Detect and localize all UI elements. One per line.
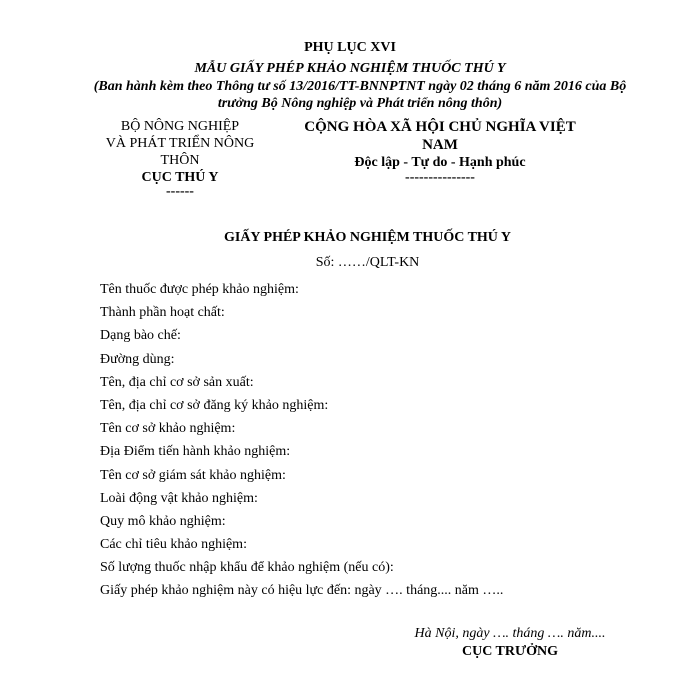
ministry-block — [80, 118, 280, 198]
issued-note — [80, 78, 640, 112]
document-number: Số: ……/QLT-KN — [315, 255, 420, 270]
form-field-trial-scale: Quy mô khảo nghiệm: — [100, 513, 226, 529]
form-fields — [100, 278, 620, 603]
ministry-separator: ------ — [166, 184, 194, 199]
appendix-title: PHỤ LỤC XVI — [304, 40, 396, 55]
form-field-active-ingredients: Thành phần hoạt chất: — [100, 305, 225, 321]
form-field-dosage-form: Dạng bào chế: — [100, 328, 181, 344]
republic-block — [300, 118, 580, 184]
form-field-trial-location: Địa Điểm tiến hành khảo nghiệm: — [100, 444, 291, 460]
republic-separator: --------------- — [405, 170, 475, 185]
signature-block — [360, 625, 660, 661]
department-name: CỤC THÚ Y — [141, 170, 219, 185]
form-field-supervisor: Tên cơ sở giám sát khảo nghiệm: — [100, 467, 286, 483]
form-field-animal-species: Loài động vật khảo nghiệm: — [100, 490, 258, 506]
document-title: GIẤY PHÉP KHẢO NGHIỆM THUỐC THÚ Y — [223, 230, 512, 245]
form-field-validity: Giấy phép khảo nghiệm này có hiệu lực đến: ngày …. tháng.... năm ….. — [100, 583, 504, 599]
state-name: CỘNG HÒA XÃ HỘI CHỦ NGHĨA VIỆT NAM — [304, 119, 576, 153]
form-field-manufacturer: Tên, địa chỉ cơ sở sản xuất: — [100, 374, 254, 390]
ministry-name-line: BỘ NÔNG NGHIỆP — [120, 119, 240, 134]
national-motto: Độc lập - Tự do - Hạnh phúc — [354, 155, 526, 170]
form-field-trial-criteria: Các chỉ tiêu khảo nghiệm: — [100, 537, 247, 553]
signer-title: CỤC TRƯỞNG — [461, 644, 559, 659]
form-field-import-quantity: Số lượng thuốc nhập khẩu để khảo nghiệm (nếu có): — [100, 560, 394, 576]
form-name: MẪU GIẤY PHÉP KHẢO NGHIỆM THUỐC THÚ Y — [194, 61, 506, 76]
ministry-name-line: VÀ PHÁT TRIỂN NÔNG — [105, 136, 255, 151]
ministry-name-line: THÔN — [160, 153, 200, 168]
form-field-route: Đường dùng: — [100, 351, 175, 367]
place-date: Hà Nội, ngày …. tháng …. năm.... — [414, 626, 606, 641]
form-field-trial-facility: Tên cơ sở khảo nghiệm: — [100, 421, 236, 437]
form-field-drug-name: Tên thuốc được phép khảo nghiệm: — [100, 282, 299, 297]
issued-note-line: trưởng Bộ Nông nghiệp và Phát triển nông thôn) — [217, 96, 503, 111]
issued-note-line: (Ban hành kèm theo Thông tư số 13/2016/TT-BNNPTNT ngày 02 tháng 6 năm 2016 của Bộ — [93, 79, 627, 94]
form-field-registrant: Tên, địa chỉ cơ sở đăng ký khảo nghiệm: — [100, 397, 329, 413]
